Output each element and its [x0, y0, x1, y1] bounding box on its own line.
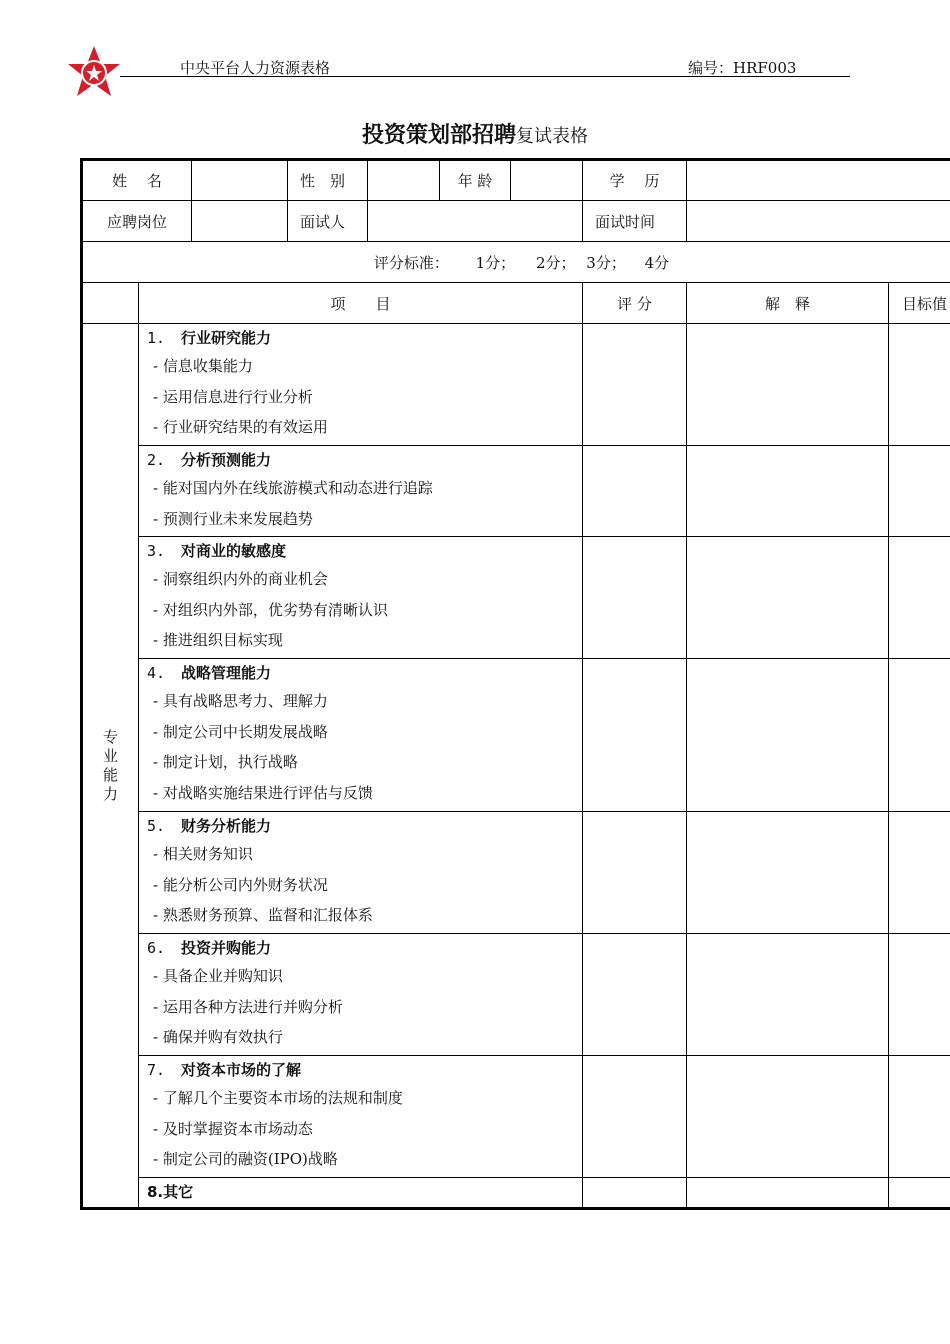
explain-cell[interactable]	[687, 324, 889, 446]
category-char: 专	[102, 727, 118, 746]
item-description	[139, 659, 583, 812]
item-sub-point: - 运用各种方法进行并购分析	[153, 997, 343, 1016]
gender-label: 性 别	[288, 160, 368, 201]
explain-cell[interactable]	[687, 446, 889, 537]
age-field[interactable]	[511, 160, 583, 201]
interview-form-table	[80, 158, 950, 1210]
item-number: 3.	[147, 542, 166, 560]
education-field[interactable]	[687, 160, 950, 201]
item-sub-point: - 及时掌握资本市场动态	[153, 1119, 313, 1138]
item-title	[147, 661, 574, 686]
category-char: 力	[102, 784, 118, 803]
scoring-standard	[82, 242, 950, 283]
table-row	[82, 446, 950, 537]
score-3: 3分；	[586, 253, 626, 272]
table-row	[82, 537, 950, 659]
header-code-label: 编号：	[688, 59, 734, 77]
gender-field[interactable]	[368, 160, 440, 201]
item-description	[139, 934, 583, 1056]
item-description	[139, 446, 583, 537]
education-label: 学 历	[583, 160, 687, 201]
col-explain-header: 解 释	[687, 283, 889, 324]
explain-cell[interactable]	[687, 934, 889, 1056]
column-header-row	[82, 283, 950, 324]
table-row	[82, 812, 950, 934]
item-title-text: 财务分析能力	[181, 817, 272, 835]
table-row	[82, 659, 950, 812]
item-description	[139, 812, 583, 934]
item-number: 6.	[147, 939, 166, 957]
item-number: 4.	[147, 664, 166, 682]
item-description	[139, 324, 583, 446]
score-4: 4分	[644, 253, 670, 272]
col-item-header: 项 目	[139, 283, 583, 324]
score-cell[interactable]	[583, 537, 687, 659]
item-sub-point: - 熟悉财务预算、监督和汇报体系	[153, 906, 373, 924]
item-sub-point: - 能分析公司内外财务状况	[153, 875, 328, 894]
interview-time-label: 面试时间	[583, 201, 687, 242]
category-label	[82, 324, 139, 1209]
explain-cell[interactable]	[687, 659, 889, 812]
scoring-label: 评分标准：	[373, 253, 449, 272]
item-sub-point: - 行业研究结果的有效运用	[153, 418, 328, 436]
item-sub-point: - 具备企业并购知识	[153, 967, 283, 985]
info-row-2	[82, 201, 950, 242]
position-label: 应聘岗位	[82, 201, 192, 242]
scoring-standard-row	[82, 242, 950, 283]
header-org-text: 中央平台人力资源表格	[180, 59, 331, 77]
name-field[interactable]	[192, 160, 288, 201]
interviewer-field[interactable]	[368, 201, 583, 242]
item-description	[139, 537, 583, 659]
score-cell[interactable]	[583, 324, 687, 446]
item-sub-point: - 推进组织目标实现	[153, 631, 283, 649]
item-title-text: 投资并购能力	[181, 939, 272, 957]
header-code	[688, 57, 796, 78]
page-title-suffix: 复试表格	[516, 126, 588, 147]
position-field[interactable]	[192, 201, 288, 242]
item-number: 1.	[147, 329, 166, 347]
item-number: 2.	[147, 451, 166, 469]
item-title-text: 分析预测能力	[181, 451, 272, 469]
table-row	[82, 934, 950, 1056]
item-sub-point: - 运用信息进行行业分析	[153, 387, 313, 406]
table-row	[82, 1178, 950, 1209]
item-title	[147, 539, 574, 564]
explain-cell[interactable]	[687, 1178, 889, 1209]
age-label: 年 龄	[440, 160, 511, 201]
explain-cell[interactable]	[687, 812, 889, 934]
page-title-main: 投资策划部招聘	[361, 123, 516, 148]
item-sub-point: - 预测行业未来发展趋势	[153, 509, 313, 528]
interviewer-label: 面试人	[288, 201, 368, 242]
category-char: 业	[102, 746, 118, 765]
score-cell[interactable]	[583, 1056, 687, 1178]
item-title	[147, 1180, 574, 1205]
score-cell[interactable]	[583, 659, 687, 812]
info-row-1	[82, 160, 950, 201]
header-code-value: HRF003	[733, 59, 797, 77]
items-body	[82, 324, 950, 1209]
item-title-text: 对商业的敏感度	[181, 542, 287, 560]
item-sub-point: - 能对国内外在线旅游模式和动态进行追踪	[153, 479, 433, 497]
interview-time-field[interactable]	[687, 201, 950, 242]
target-cell[interactable]	[889, 446, 950, 537]
score-cell[interactable]	[583, 812, 687, 934]
col-score-header: 评 分	[583, 283, 687, 324]
item-title	[147, 936, 574, 961]
item-sub-point: - 制定公司的融资(IPO)战略	[153, 1150, 338, 1168]
item-sub-point: - 具有战略思考力、理解力	[153, 692, 328, 710]
target-cell[interactable]	[889, 1056, 950, 1178]
score-2: 2分；	[535, 253, 576, 272]
score-cell[interactable]	[583, 1178, 687, 1209]
item-sub-point: - 对组织内外部，优劣势有清晰认识	[153, 600, 388, 619]
item-title	[147, 1058, 574, 1083]
target-cell[interactable]	[889, 324, 950, 446]
item-number: 5.	[147, 817, 166, 835]
table-row	[82, 324, 950, 446]
item-sub-point: - 相关财务知识	[153, 845, 253, 863]
score-1: 1分；	[475, 253, 516, 272]
item-sub-point: - 对战略实施结果进行评估与反馈	[153, 783, 373, 802]
item-sub-point: - 洞察组织内外的商业机会	[153, 570, 328, 588]
target-cell[interactable]	[889, 659, 950, 812]
header-rule	[120, 76, 850, 77]
table-row	[82, 1056, 950, 1178]
item-sub-point: - 了解几个主要资本市场的法规和制度	[153, 1089, 403, 1107]
target-cell[interactable]	[889, 537, 950, 659]
item-number: 8.	[147, 1183, 164, 1201]
col-target-header: 目标值	[889, 283, 950, 324]
score-cell[interactable]	[583, 934, 687, 1056]
item-title-text: 行业研究能力	[181, 329, 272, 347]
item-sub-point: - 制定计划，执行战略	[153, 753, 298, 771]
header-blank-cell	[82, 283, 139, 324]
company-logo	[66, 44, 122, 100]
name-label: 姓 名	[82, 160, 192, 201]
target-cell[interactable]	[889, 1178, 950, 1209]
item-number: 7.	[147, 1061, 166, 1079]
page-title	[0, 118, 950, 149]
item-title-text: 对资本市场的了解	[181, 1061, 302, 1079]
target-cell[interactable]	[889, 812, 950, 934]
item-title-text: 战略管理能力	[181, 664, 272, 682]
item-sub-point: - 制定公司中长期发展战略	[153, 722, 328, 741]
category-char: 能	[102, 765, 118, 784]
item-title	[147, 814, 574, 839]
score-cell[interactable]	[583, 446, 687, 537]
explain-cell[interactable]	[687, 1056, 889, 1178]
target-cell[interactable]	[889, 934, 950, 1056]
item-sub-point: - 信息收集能力	[153, 357, 253, 375]
item-sub-point: - 确保并购有效执行	[153, 1028, 283, 1046]
other-item	[139, 1178, 583, 1209]
item-description	[139, 1056, 583, 1178]
explain-cell[interactable]	[687, 537, 889, 659]
item-title-text: 其它	[163, 1183, 194, 1201]
item-title	[147, 326, 574, 351]
item-title	[147, 448, 574, 473]
